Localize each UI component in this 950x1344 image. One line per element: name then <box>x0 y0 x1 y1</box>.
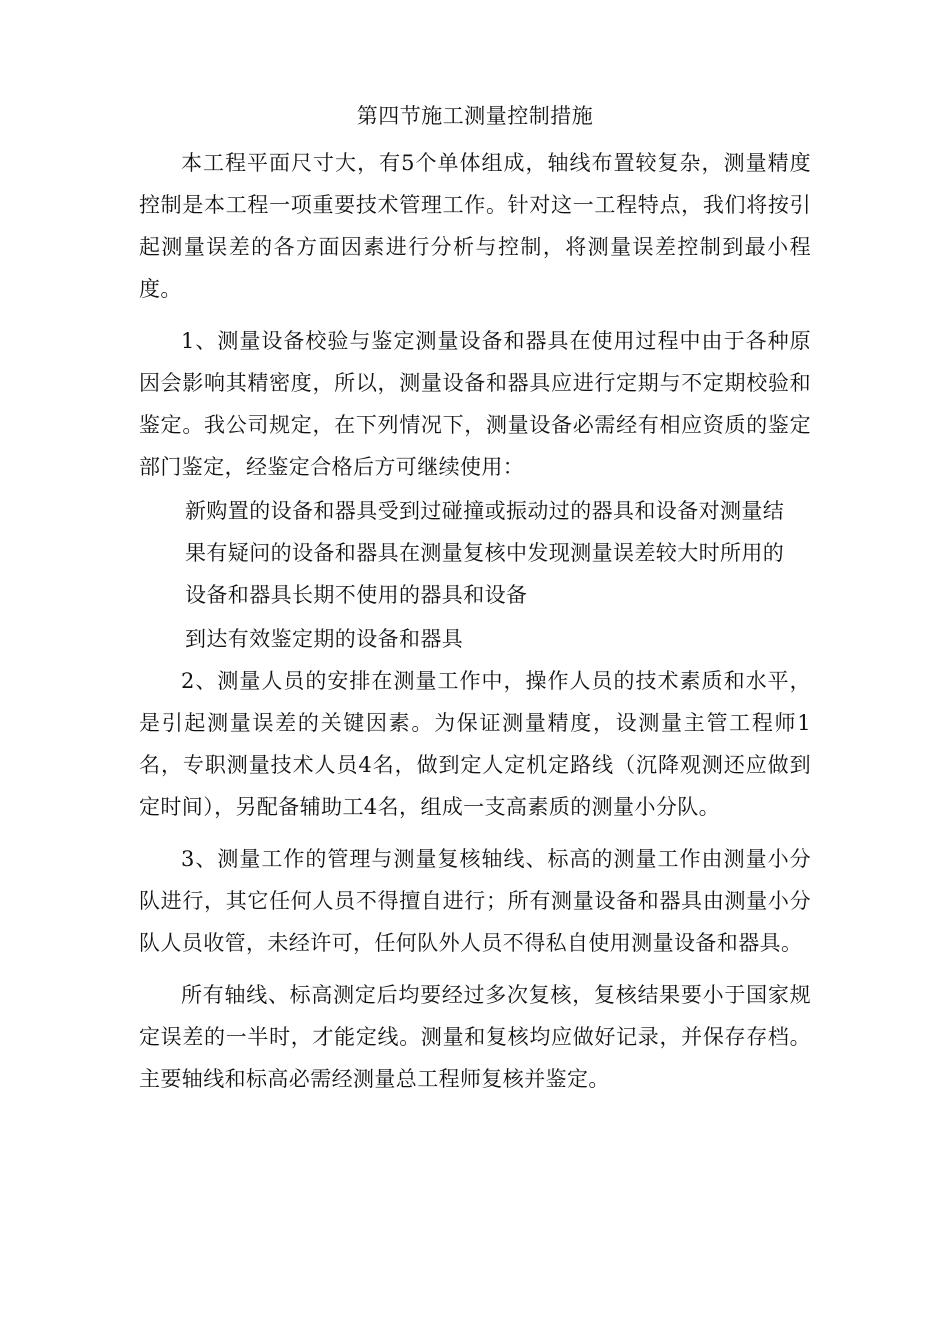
section-3-paragraph: 3、测量工作的管理与测量复核轴线、标高的测量工作由测量小分队进行，其它任何人员不得擅自进行；所有测量设备和器具由测量小分队人员收管，未经许可，任何队外人员不得私自使用测量设备和器具。 <box>139 847 811 955</box>
section-2-paragraph: 2、测量人员的安排在测量工作中，操作人员的技术素质和水平，是引起测量误差的关键因素。为保证测量精度，设测量主管工程师1名，专职测量技术人员4名，做到定人定机定路线（沉降观测还应做到定时间），另配备辅助工4名，组成一支高素质的测量小分队。 <box>139 669 811 819</box>
intro-paragraph: 本工程平面尺寸大，有5个单体组成，轴线布置较复杂，测量精度控制是本工程一项重要技术管理工作。针对这一工程特点，我们将按引起测量误差的各方面因素进行分析与控制，将测量误差控制到最小程度。 <box>139 151 811 301</box>
list-line-4: 到达有效鉴定期的设备和器具 <box>185 627 464 651</box>
list-line-3: 设备和器具长期不使用的器具和设备 <box>185 583 528 607</box>
list-line-2: 果有疑问的设备和器具在测量复核中发现测量误差较大时所用的 <box>185 541 785 565</box>
document-body <box>139 142 811 1100</box>
section-1-paragraph: 1、测量设备校验与鉴定测量设备和器具在使用过程中由于各种原因会影响其精密度，所以，测量设备和器具应进行定期与不定期校验和鉴定。我公司规定，在下列情况下，测量设备必需经有相应资质的鉴定部门鉴定，经鉴定合格后方可继续使用： <box>139 329 811 479</box>
list-line-1: 新购置的设备和器具受到过碰撞或振动过的器具和设备对测量结 <box>185 499 785 523</box>
page-title: 第四节施工测量控制措施 <box>356 104 594 128</box>
closing-paragraph: 所有轴线、标高测定后均要经过多次复核，复核结果要小于国家规定误差的一半时，才能定线。测量和复核均应做好记录，并保存存档。主要轴线和标高必需经测量总工程师复核并鉴定。 <box>139 983 811 1091</box>
